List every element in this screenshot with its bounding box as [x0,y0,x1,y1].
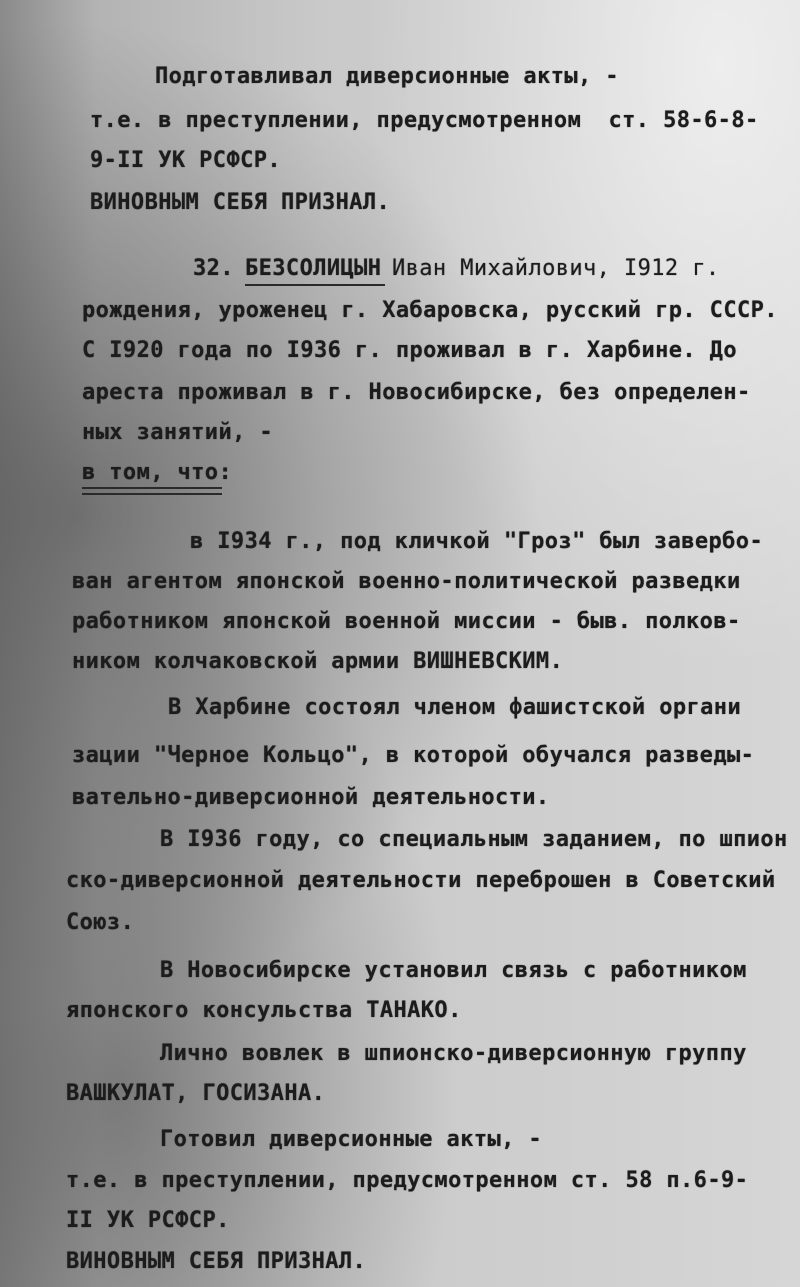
surname-underline [245,284,385,286]
text-line: вательно-диверсионной деятельности. [72,785,550,810]
heading-underline [82,493,222,495]
text-line: С I920 года по I936 г. проживал в г. Харбине. До [82,338,737,363]
text-line: II УК РСФСР. [66,1208,230,1233]
entry-surname: БЕЗСОЛИЦЫН [245,256,382,281]
text-line: рождения, уроженец г. Хабаровска, русский гр. СССР. [82,298,778,323]
text-line: 9-II УК РСФСР. [90,148,282,173]
text-line: ско-диверсионной деятельности переброшен в Советский [66,868,776,893]
text-line: Подготавливал диверсионные акты, - [155,64,619,89]
text-line: ником колчаковской армии ВИШНЕВСКИМ. [72,649,564,674]
text-line: японского консульства ТАНАКО. [66,998,462,1023]
text-line: ареста проживал в г. Новосибирске, без определен- [82,380,751,405]
text-line: зации "Черное Кольцо", в которой обучался разведы- [72,743,755,768]
text-line: в I934 г., под кличкой "Гроз" был завербо- [190,529,764,554]
charge-heading: в том, что: [82,460,233,485]
text-line: т.е. в преступлении, предусмотренном ст. 58 п.6-9- [66,1168,749,1193]
text-line: ных занятий, - [82,420,274,445]
verdict-line: ВИНОВНЫМ СЕБЯ ПРИЗНАЛ. [66,1249,367,1274]
text-line: В I936 году, со специальным заданием, по шпион [160,827,788,852]
text-line: В Харбине состоял членом фашистской органи [168,695,742,720]
text-line: т.е. в преступлении, предусмотренном ст. 58-6-8- [90,108,759,133]
entry-name: Иван Михайлович, I912 г. [392,256,720,281]
text-line: ВАШКУЛАТ, ГОСИЗАНА. [66,1081,326,1106]
heading-underline [82,487,222,489]
entry-number: 32. [193,256,234,281]
text-line: Союз. [66,910,135,935]
text-line: В Новосибирске установил связь с работником [160,958,747,983]
text-line: работником японской военной миссии - быв. полков- [72,609,741,634]
verdict-line: ВИНОВНЫМ СЕБЯ ПРИЗНАЛ. [90,190,391,215]
text-line: ван агентом японской военно-политической разведки [72,569,741,594]
text-line: Готовил диверсионные акты, - [160,1127,543,1152]
text-line: Лично вовлек в шпионско-диверсионную группу [160,1041,747,1066]
